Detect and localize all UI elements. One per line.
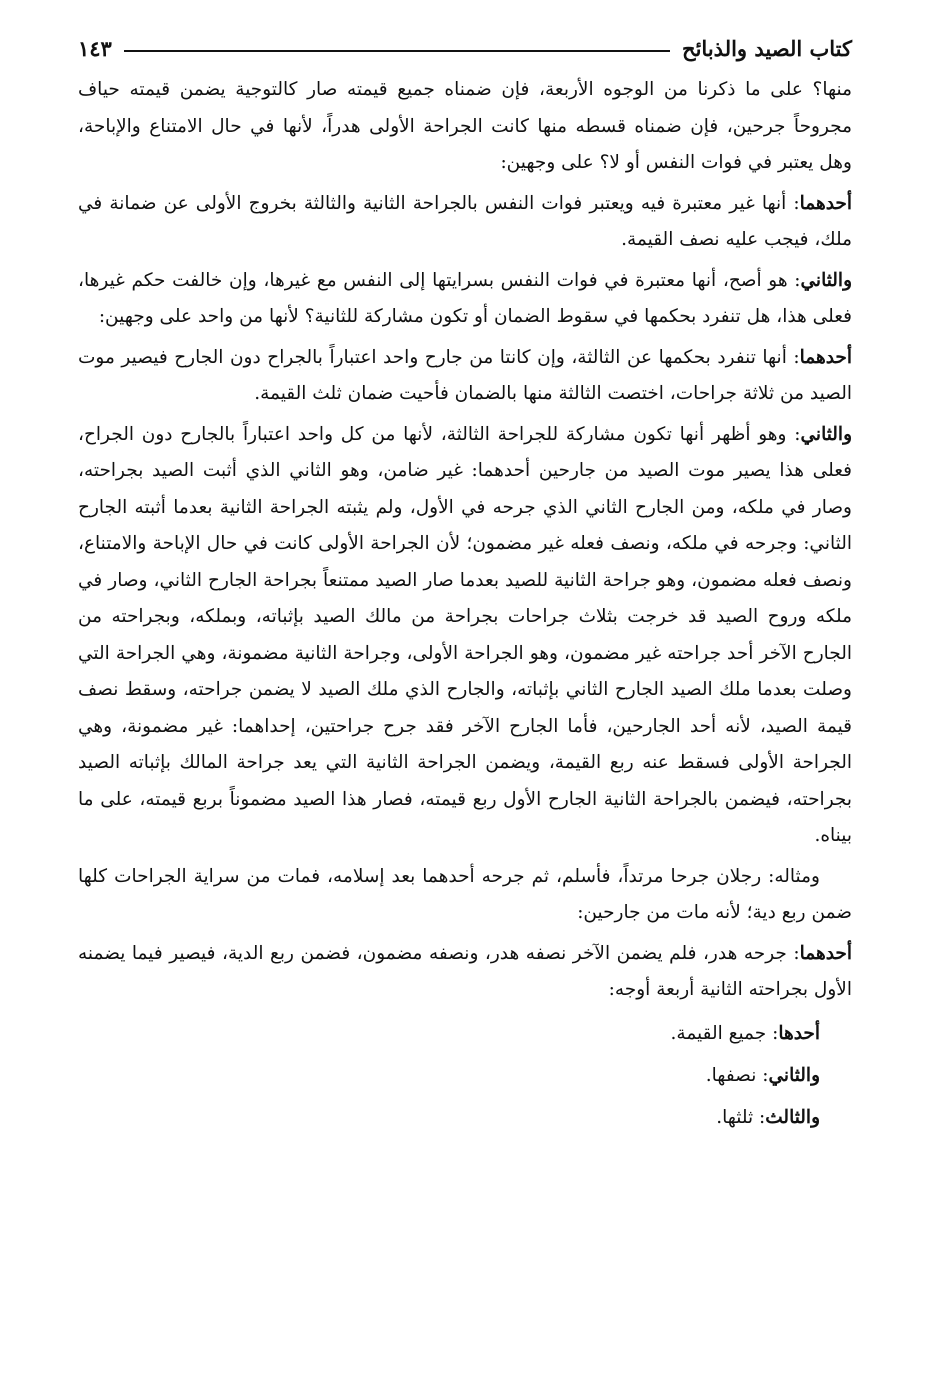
paragraph-text: : أنها غير معتبرة فيه ويعتبر فوات النفس بالجراحة الثانية والثالثة بخروج الأولى عن ضمانة في ملك، فيجب عليه نصف القيمة. (78, 192, 852, 250)
paragraph (78, 186, 852, 259)
body-text (78, 72, 852, 1139)
paragraph-text: : جرحه هدر، فلم يضمن الآخر نصفه هدر، ونصفه مضمون، فضمن ربع الدية، فيصير فيما يضمنه الأول بجراحته الثانية أربعة أوجه: (78, 942, 852, 1000)
paragraph (78, 340, 852, 413)
list-item-text: : ثلثها. (716, 1106, 766, 1128)
list-item-lead: والثالث (765, 1106, 820, 1128)
options-list (78, 1013, 852, 1139)
list-item-lead: والثاني (768, 1064, 820, 1086)
book-page (78, 28, 852, 1139)
page-header (78, 28, 852, 68)
paragraph-lead: والثاني (800, 423, 852, 445)
paragraph (78, 859, 852, 932)
paragraph-text: منها؟ على ما ذكرنا من الوجوه الأربعة، فإن ضمناه جميع قيمته صار كالتوجية يضمن قيمته حياف مجروحاً جرحين، فإن ضمناه قسطه منها كانت الجراحة الأولى هدراً، لأنها في حال الامتناع والإباحة، وهل يعتبر في فوات النفس أو لا؟ على وجهين: (78, 79, 852, 173)
paragraph-text: : وهو أظهر أنها تكون مشاركة للجراحة الثالثة، لأنها من كل واحد اعتباراً بالجارح دون الجراح، فعلى هذا يصير موت الصيد من جارحين أحدهما: غير ضامن، وهو الثاني الذي أثبت الصيد بجراحته، وصار في ملكه، ومن الجارح الثاني الذي جرحه في الأول، ولم يثبته الجراحة الثانية بعدما أثبته الجارح الثاني: وجرحه في ملكه، ونصف فعله غير مضمون؛ لأن الجراحة الأولى كانت في حال الإباحة والامتناع، ونصف فعله مضمون، وهو جراحة الثانية للصيد بعدما صار الصيد ممتنعاً بجراحة الجارح الثاني، وصار في ملكه وروح الصيد قد خرجت بثلاث جراحات بجراحة من مالك الصيد بإثباته، وبملكه، وبجراحته من الجارح الآخر أحد جراحته غير مضمون، وهو الجراحة الأولى، وجراحة الثانية مضمونة، وهي الجراحة التي وصلت بعدما ملك الصيد الجارح الثاني بإثباته، والجارح الذي ملك الصيد لا يضمن جراحته، وسقط نصف قيمة الصيد، لأنه أحد الجارحين، فأما الجارح الآخر فقد جرح جراحتين، إحداهما: غير مضمونة، وهي الجراحة الأولى فسقط عنه ربع القيمة، ويضمن الجراحة الثانية التي يعد جراحة المالك بإثباته الصيد بجراحته، فيضمن بالجراحة الثانية الجارح الأول ربع قيمته، فصار هذا الصيد مضموناً بربع قيمته، على ما بيناه. (78, 423, 852, 846)
paragraph-lead: أحدهما (799, 942, 852, 964)
header-rule (124, 50, 670, 52)
paragraph (78, 72, 852, 182)
paragraph-lead: والثاني (800, 269, 852, 291)
paragraph (78, 263, 852, 336)
list-item (78, 1097, 852, 1139)
paragraph-lead: أحدهما (799, 346, 852, 368)
page-number: ١٤٣ (78, 35, 112, 61)
paragraph-text: : هو أصح، أنها معتبرة في فوات النفس بسرايتها إلى النفس مع غيرها، وإن خالفت حكم غيرها، فعلى هذا، هل تنفرد بحكمها في سقوط الضمان أو تكون مشاركة للثانية؟ لأنها من واحد على وجهين: (78, 269, 852, 327)
paragraph-lead: أحدهما (799, 192, 852, 214)
paragraph-text: ومثاله: رجلان جرحا مرتداً، فأسلم، ثم جرحه أحدهما بعد إسلامه، فمات من سراية الجراحات كلها ضمن ربع دية؛ لأنه مات من جارحين: (78, 865, 852, 923)
list-item-text: : جميع القيمة. (670, 1022, 779, 1044)
chapter-title: كتاب الصيد والذبائح (682, 35, 852, 61)
paragraph-text: : أنها تنفرد بحكمها عن الثالثة، وإن كانتا من جارح واحد اعتباراً بالجراح دون الجارح فيصير موت الصيد من ثلاثة جراحات، اختصت الثالثة منها بالضمان فأحيت ضمان ثلث القيمة. (78, 346, 852, 404)
list-item (78, 1055, 852, 1097)
paragraph (78, 417, 852, 855)
list-item (78, 1013, 852, 1055)
list-item-text: : نصفها. (705, 1064, 769, 1086)
list-item-lead: أحدها (778, 1022, 820, 1044)
paragraph (78, 936, 852, 1009)
